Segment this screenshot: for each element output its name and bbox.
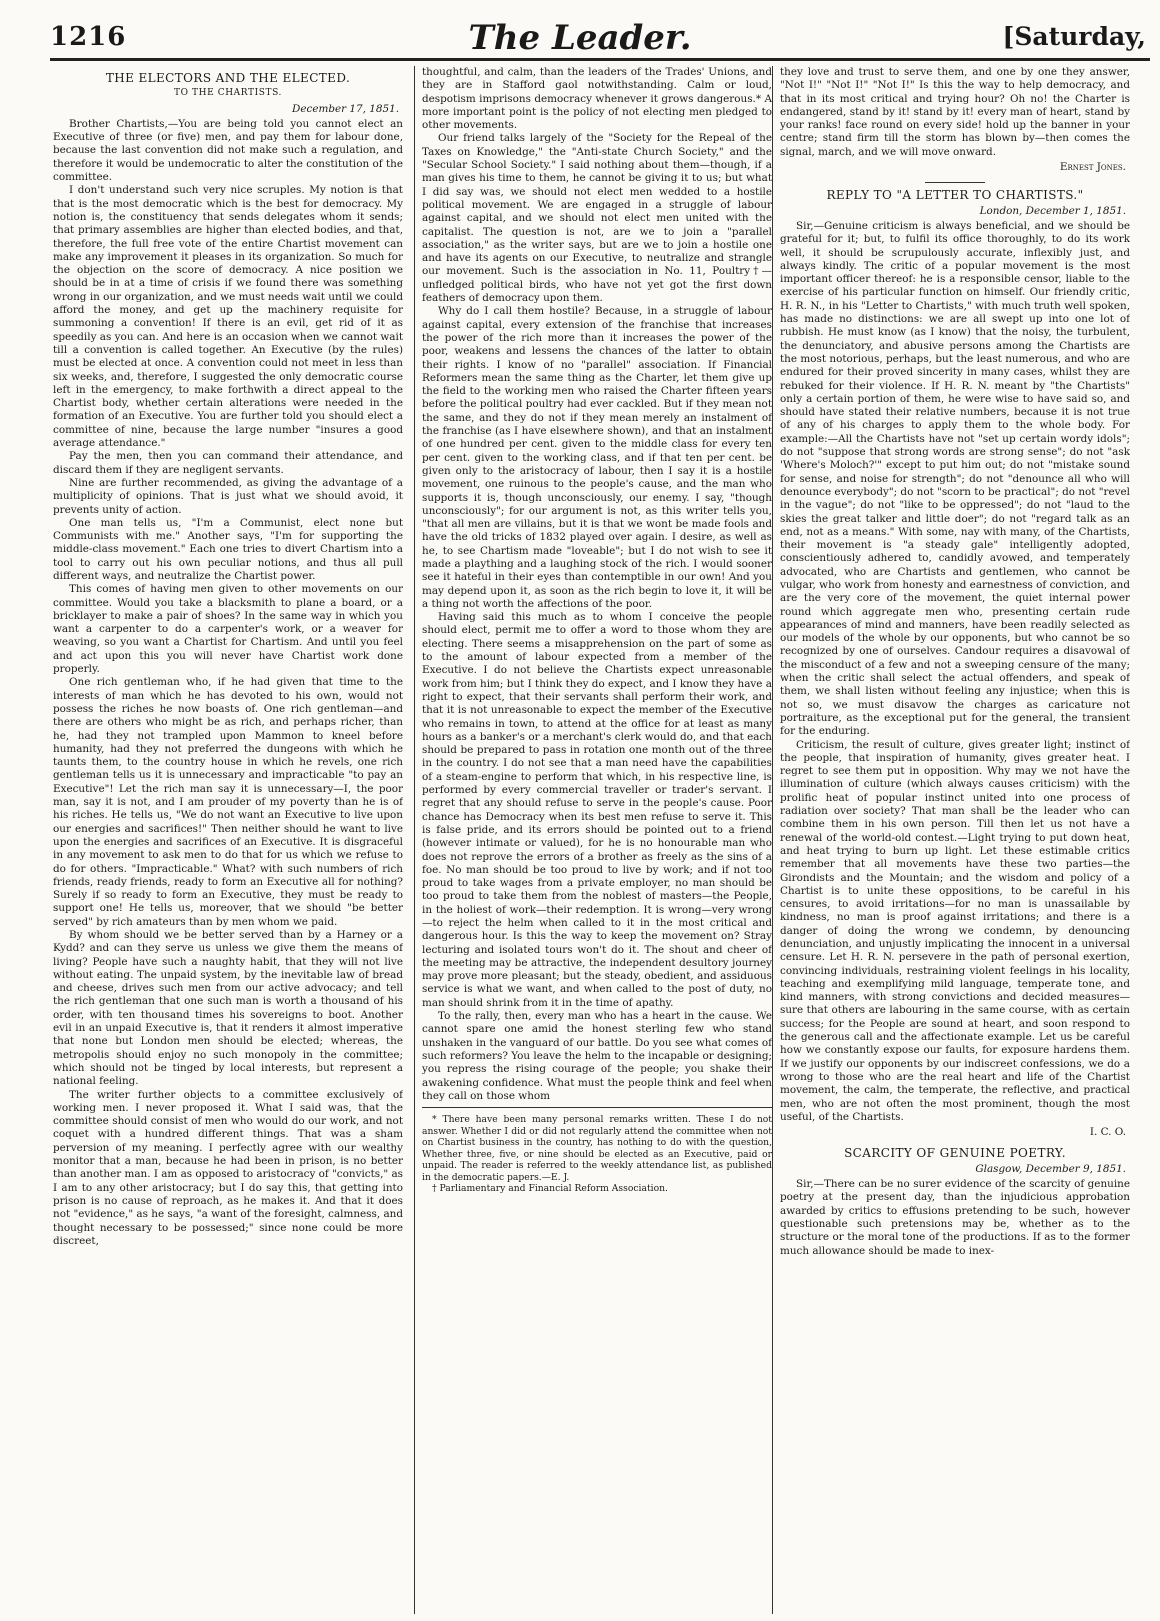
footnote: † Parliamentary and Financial Reform Association. [432, 1183, 668, 1195]
article-title: THE ELECTORS AND THE ELECTED. [105, 71, 351, 85]
article-title: REPLY TO "A LETTER TO CHARTISTS." [826, 188, 1084, 203]
article-date: December 17, 1851. [292, 102, 399, 115]
divider [925, 182, 985, 183]
issue-day: [Saturday, [1002, 22, 1146, 51]
footnotes [422, 1107, 772, 1195]
column-3 [780, 66, 1130, 1614]
footnote: * There have been many personal remarks written. These I do not answer. Whether I did or did not regularly attend the committee when not on Chartist business in the country, has nothing to do with the question, Whether three, five, or nine should be elected as an Executive, paid or unpaid. The reader is referred to the weekly attendance list, as published in the democratic papers.—E. J. [422, 1114, 772, 1183]
article-subtitle: TO THE CHARTISTS. [173, 88, 282, 99]
paragraph: Pay the men, then you can command their attendance, and discard them if they are negligent servants. [53, 450, 403, 476]
paragraph: Our friend talks largely of the "Society for the Repeal of the Taxes on Knowledge," the "Anti-state Church Society," and the "Secular School Society." I said nothing about them—though, if a man gives his time to them, he cannot be giving it to us; but what I did say was, we should not elect men wedded to a hostile political movement. We are engaged in a struggle of labour against capital, and we should not elect men united with the capitalist. The question is not, are we to join a "parallel association," as the writer says, but are we to join a hostile one and have its agents on our Executive, to neutralize and strangle our movement. Such is the association in No. 11, Poultry†—unfledged political birds, who have not yet got the first down feathers of democracy upon them. [422, 132, 772, 305]
page-number: 1216 [50, 22, 127, 52]
column-divider [772, 66, 773, 1614]
column-1 [53, 66, 403, 1614]
paragraph: Having said this much as to whom I conceive the people should elect, permit me to offer a word to those whom they are electing. There seems a misapprehension on the part of some as to the amount of labour expected from a member of the Executive. I do not believe the Chartists expect unreasonable work from him; but I think they do expect, and I know they have a right to expect, that their servants shall perform their work, and that it is not unreasonable to expect the member of the Executive who remains in town, to attend at the office for at least as many hours as a banker's or a merchant's clerk would do, and that each should be prepared to pass in rotation one month out of the three in the country. I do not see that a man need have the capabilities of a steam-engine to perform that which, in his respective line, is performed by every commercial traveller or trader's servant. I regret that any should refuse to serve in the people's cause. Poor chance has Democracy when its best men refuse to serve it. This is false pride, and its errors should be pointed out to a friend (however intimate or valued), for he is no honourable man who does not reprove the errors of a brother as freely as the sins of a foe. No man should be too proud to live by work; and if not too proud to take wages from a private employer, no man should be too proud to take them from the noblest of masters—the People, in the holiest of work—their redemption. It is wrong—very wrong—to reject the helm when called to it in the most critical and dangerous hour. Is this the way to keep the movement on? Stray lecturing and isolated tours won't do it. The shout and cheer of the meeting may be attractive, the independent desultory journey may prove more pleasant; but the steady, obedient, and assiduous service is what we want, and when called to the post of duty, no man should shrink from it in the time of apathy. [422, 611, 772, 1009]
paragraph: Why do I call them hostile? Because, in a struggle of labour against capital, every extension of the franchise that increases the power of the rich more than it increases the power of the poor, weakens and lessens the chances of the latter to obtain their rights. I know of no "parallel" association. If Financial Reformers mean the same thing as the Charter, let them give up the field to the working men who raised the Charter fifteen years before the political poultry had ever cackled. But if they mean not the same, and they do not if they mean merely an instalment of the franchise (as I have elsewhere shown), and that an instalment of one hundred per cent. given to the middle class for every ten per cent. given to the working class, and if that ten per cent. be given only to the aristocracy of labour, then I say it is a hostile movement, one ruinous to the people's cause, and the man who supports it is, though unconsciously, our enemy. I say, "though unconsciously"; for our argument is not, as this writer tells you, "that all men are villains, but it is that we wont be made fools and have the old tricks of 1832 played over again. I desire, as well as he, to see Chartism made "loveable"; but I do not wish to see it made a plaything and a laughing stock of the rich. I would sooner see it hateful in their eyes than contemptible in our own! And you may depend upon it, as soon as the rich begin to love it, it will be a thing not worth the affections of the poor. [422, 305, 772, 610]
paragraph: The writer further objects to a committee exclusively of working men. I never proposed it. What I said was, that the committee should consist of men who would do our work, and not coquet with a hundred different things. That was a sham perversion of my meaning. I perfectly agree with our wealthy monitor that a man, because he had been in prison, is no better than another man. I am as opposed to aristocracy of "convicts," as I am to any other aristocracy; but I do say this, that getting into prison is no cause of reproach, as he makes it. And that it does not "evidence," as he says, "a want of the foresight, calmness, and thought necessary to be possessed;" since none could be more discreet, [53, 1088, 403, 1247]
article-date: London, December 1, 1851. [979, 204, 1126, 217]
paragraph: One man tells us, "I'm a Communist, elect none but Communists with me." Another says, "I'm for supporting the middle-class movement." Each one tries to divert Chartism into a tool to carry out his own peculiar notions, and thus all pull different ways, and neutralize the Chartist power. [53, 516, 403, 582]
paragraph: To the rally, then, every man who has a heart in the cause. We cannot spare one amid the honest sterling few who stand unshaken in the vanguard of our battle. Do you see what comes of such reformers? You leave the helm to the incapable or designing; you repress the rising courage of the people; you shake their awakening confidence. What must the people think and feel when they call on those whom [422, 1010, 772, 1102]
paragraph: Sir,—There can be no surer evidence of the scarcity of genuine poetry at the present day, than the injudicious approbation awarded by critics to effusions pretending to be such, however questionable such pretensions may be, whether as to the structure or the moral tone of the productions. If as to the former much allowance should be made to inex- [780, 1178, 1130, 1257]
signature: I. C. O. [1089, 1126, 1126, 1139]
masthead [0, 0, 1160, 58]
paragraph: they love and trust to serve them, and one by one they answer, "Not I!" "Not I!" "Not I!" Is this the way to help democracy, and that in its most critical and trying hour? Oh no! the Charter is endangered, stand by it! stand by it! every man of heart, stand by your ranks! face round on every side! hold up the banner in your centre; stand firm till the storm has blown by—then comes the signal, march, and we will move onward. [780, 66, 1130, 158]
column-divider [414, 66, 415, 1614]
paragraph: This comes of having men given to other movements on our committee. Would you take a blacksmith to plane a board, or a bricklayer to make a pair of shoes? In the same way in which you want a carpenter to do a carpenter's work, or a weaver for weaving, so you want a Chartist for Chartism. And until you feel and act upon this you will never have Chartist work done properly. [53, 583, 403, 676]
paragraph: thoughtful, and calm, than the leaders of the Trades' Unions, and they are in Stafford gaol notwithstanding. Calm or loud, despotism imprisons democracy whenever it grows dangerous.* A more important point is the policy of not electing men pledged to other movements. [422, 66, 772, 132]
article-title: SCARCITY OF GENUINE POETRY. [844, 1146, 1066, 1161]
article-date: Glasgow, December 9, 1851. [975, 1162, 1126, 1175]
masthead-rule [50, 58, 1150, 61]
newspaper-title: The Leader. [468, 18, 692, 58]
paragraph: I don't understand such very nice scruples. My notion is that that is the most democratic which is the best for democracy. My notion is, the constituency that sends delegates whom it sends; that primary assemblies are higher than elected bodies, and that, therefore, the full free vote of the entire Chartist movement can make any improvement it pleases in its organization. So much for the objection on the score of democracy. A nice position we should be in at a time of crisis if we found there was something wrong in our organization, and we must needs wait until we could afford the money, and get up the machinery requisite for summoning a convention! If there is an evil, get rid of it as speedily as you can. And here is an occasion when we cannot wait till a convention is called together. An Executive (by the rules) must be elected at once. A convention could not meet in less than six weeks, and, therefore, I suggested the only democratic course left in the emergency, to make forthwith a direct appeal to the Chartist body, whether certain alterations were needed in the formation of an Executive. You are further told you should elect a committee of nine, because the large number "insures a good average attendance." [53, 184, 403, 450]
paragraph: Nine are further recommended, as giving the advantage of a multiplicity of opinions. That is just what we should avoid, it prevents unity of action. [53, 476, 403, 516]
paragraph: One rich gentleman who, if he had given that time to the interests of man which he has devoted to his own, would not possess the riches he now boasts of. One rich gentleman—and there are others who might be as rich, and perhaps richer, than he, had they not trampled upon Mammon to kneel before humanity, had they not preferred the dungeons with which he taunts them, to the country house in which he revels, one rich gentleman tells us it is unnecessary and impracticable "to pay an Executive"! Let the rich man say it is unnecessary—I, the poor man, say it is not, and I am prouder of my poverty than he is of his riches. He tells us, "We do not want an Executive to live upon our energies and sacrifices!" Then neither should he want to live upon the energies and sacrifices of an Executive. It is disgraceful in any movement to ask men to do that for us which we refuse to do for others. "Impracticable." What? with such numbers of rich friends, ready friends, ready to form an Executive all for nothing? Surely if so ready to form an Executive, they must be ready to support one! He tells us, moreover, that we should "be better served" by rich amateurs than by men whom we paid. [53, 676, 403, 928]
paragraph: Sir,—Genuine criticism is always beneficial, and we should be grateful for it; but, to fulfil its office thoroughly, to do its work well, it should be scrupulously accurate, inflexibly just, and always kindly. The critic of a popular movement is the most important officer thereof: he is a responsible censor, liable to the exercise of his particular function on himself. Our friendly critic, H. R. N., in his "Letter to Chartists," with much truth well spoken, has made no distinctions: we are all swept up into one lot of rubbish. He must know (as I know) that the noisy, the turbulent, the denunciatory, and abusive persons among the Chartists are the most notorious, perhaps, but the least numerous, and who are endured for their proved sincerity in many cases, whilst they are rebuked for their violence. If H. R. N. meant by "the Chartists" only a certain portion of them, he were wise to have said so, and should have stated their relative numbers, because it is not true of any of his charges to apply them to the whole body. For example:—All the Chartists have not "set up certain wordy idols"; do not "suppose that strong words are strong sense"; do not "ask 'Where's Moloch?'" except to put him out; do not "mistake sound for sense, and noise for strength"; do not "denounce all who will denounce everybody"; do not "scorn to be practical"; do not "revel in the vague"; do not "like to be oppressed"; do not "laud to the skies the great talker and little doer"; do not "regard talk as an end, not as a means." With some, nay with many, of the Chartists, their movement is "a steady gale" intelligently adopted, conscientiously adhered to, candidly avowed, and temperately advocated, who are Chartists and gentlemen, who cannot be vulgar, who work from honesty and earnestness of conviction, and are the very core of the movement, the quiet internal power round which aggregate men who, presenting certain rude appearances of mind and manners, have been readily selected as our models of the whole by our opponents, but who cannot be so recognized by one of ourselves. Candour requires a disavowal of the misconduct of a few and not a sweeping censure of the many; when the critic shall select the actual offenders, and speak of them, we shall listen without feeling any injustice; when this is not so, we must disavow the charges as caricature not portraiture, as the exceptional put for the general, the transient for the enduring. [780, 219, 1130, 738]
column-2 [422, 66, 772, 1614]
paragraph: Criticism, the result of culture, gives greater light; instinct of the people, that inspiration of humanity, gives greater heat. I regret to see them put in opposition. Why may we not have the illumination of culture (which always causes criticism) with the prolific heat of popular instinct united into one process of radiation over society? That man shall be the leader who can combine them in his own person. Till then let us not have a renewal of the world-old contest.—Light trying to put down heat, and heat trying to burn up light. Let these estimable critics remember that all movements have these two parties—the Girondists and the Mountain; and the wisdom and policy of a Chartist is to unite these oppositions, to be careful in his censures, to avoid irritations—for no man is unassailable by kindness, no man is proof against irritations; and there is a danger of doing the wrong we condemn, by denouncing denunciation, and unjustly implicating the innocent in a universal censure. Let H. R. N. persevere in the path of personal exertion, convincing individuals, restraining violent feelings in his locality, teaching and exemplifying mild language, temperate tone, and kind manners, with strong convictions and decided measures—sure that others are labouring in the same course, with as certain success; for the People are sound at heart, and soon respond to the generous call and the affectionate example. Let us be careful how we constantly expose our faults, for exposure hardens them. If we justify our opponents by our indiscreet confessions, we do a wrong to those who are the real heart and life of the Chartist movement, the calm, the temperate, the reflective, and practical men, who are not often the most prominent, though the most useful, of the Chartists. [780, 738, 1130, 1123]
signature: Ernest Jones. [1059, 161, 1126, 174]
paragraph: Brother Chartists,—You are being told you cannot elect an Executive of three (or five) men, and pay them for labour done, because the last convention did not make such a regulation, and therefore it would be undemocratic to alter the constitution of the committee. [53, 117, 403, 184]
paragraph: By whom should we be better served than by a Harney or a Kydd? and can they serve us unless we give them the means of living? People have such a naughty habit, that they will not live without eating. The unpaid system, by the inevitable law of bread and cheese, drives such men from our active advocacy; and tell the rich gentleman that one such man is worth a thousand of his order, with ten thousand times his sovereigns to boot. Another evil in an unpaid Executive is, that it renders it almost imperative that none but London men should be elected; whereas, the metropolis should enjoy no such monopoly in the committee; which should not be tinged by local interests, but represent a national feeling. [53, 929, 403, 1088]
